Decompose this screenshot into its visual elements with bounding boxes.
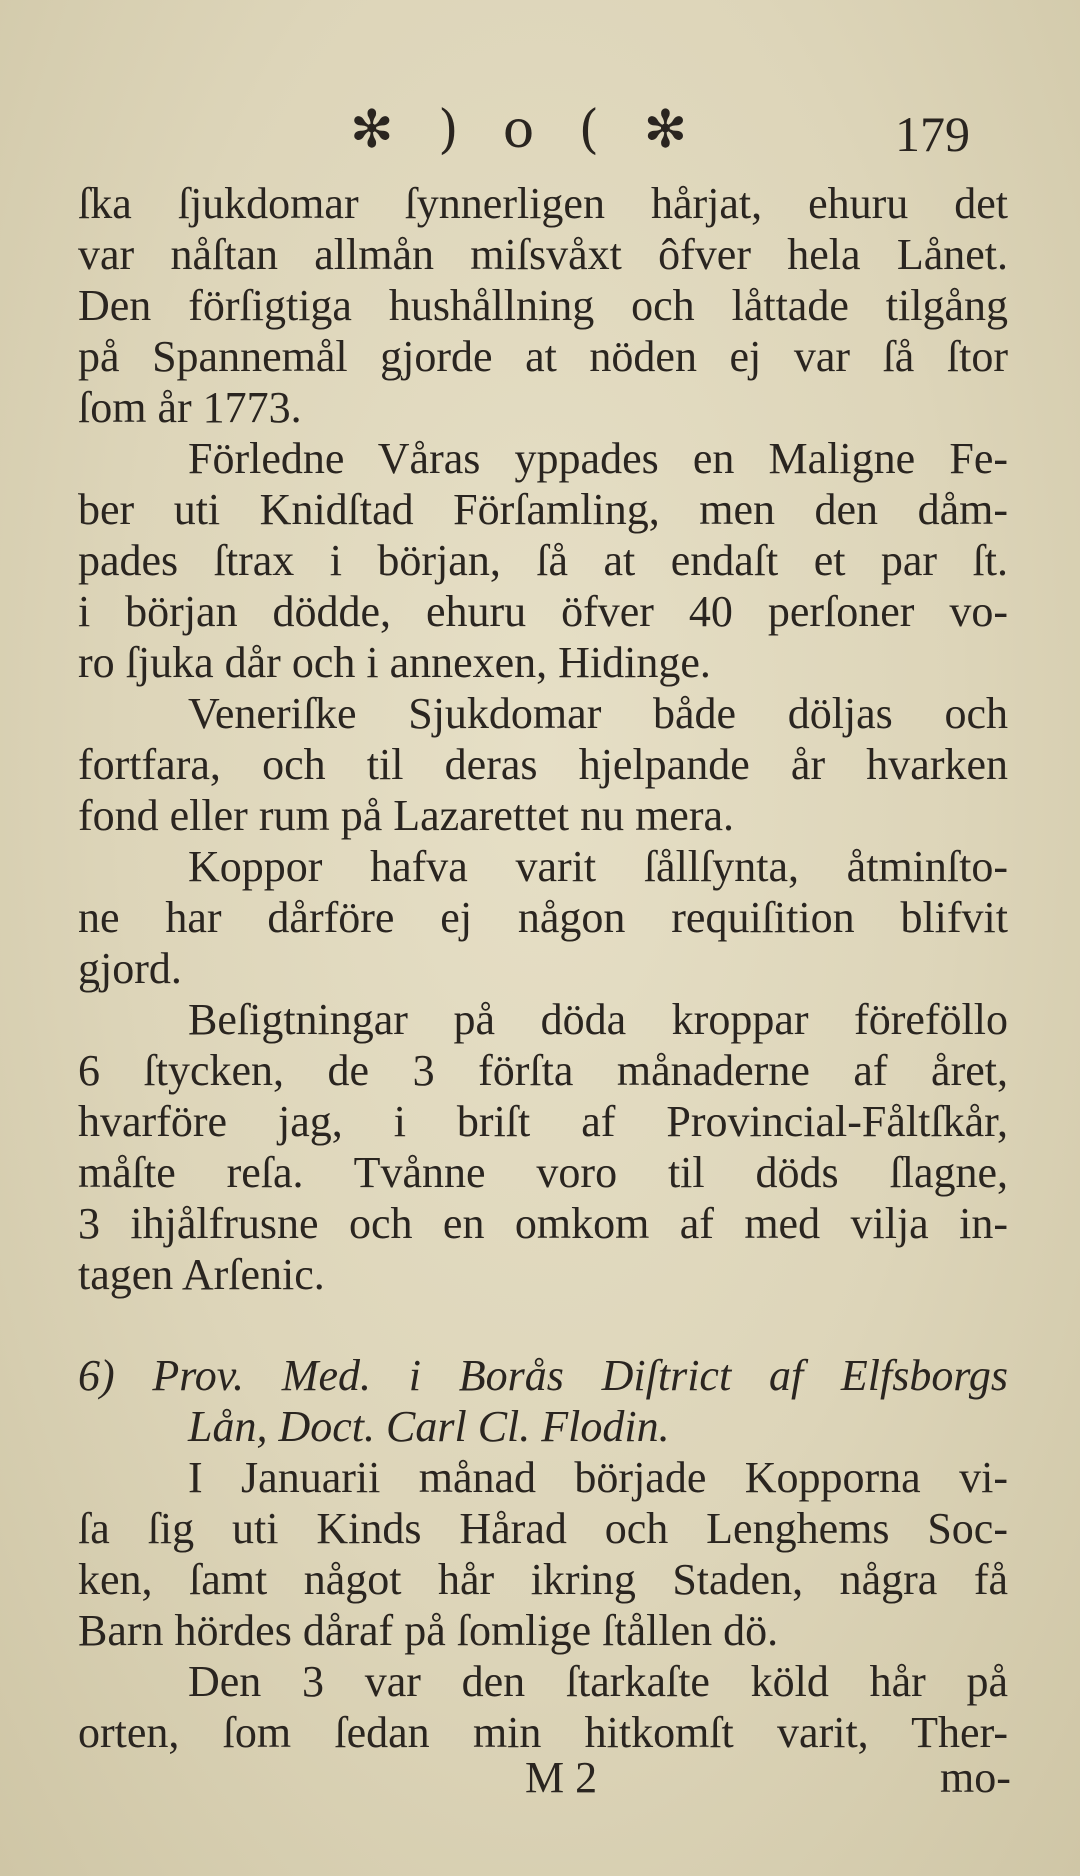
text-line: orten, ſom ſedan min hitkomſt varit, Ther- bbox=[78, 1708, 1008, 1757]
text-line: ne har dårföre ej någon requiſition blifvit bbox=[78, 893, 1008, 942]
text-line: Lån, Doct. Carl Cl. Flodin. bbox=[188, 1402, 670, 1451]
text-line: 6) Prov. Med. i Borås Diſtrict af Elfsborgs bbox=[78, 1351, 1008, 1400]
text-line: måſte reſa. Tvånne voro til döds ſlagne, bbox=[78, 1148, 1008, 1197]
text-line: pades ſtrax i början, ſå at endaſt et par ſt. bbox=[78, 536, 1008, 585]
text-line: hvarföre jag, i briſt af Provincial-Fåltſkår, bbox=[78, 1097, 1008, 1146]
body-text bbox=[78, 178, 1008, 1758]
text-line: fond eller rum på Lazarettet nu mera. bbox=[78, 791, 735, 840]
text-line: ſa ſig uti Kinds Hårad och Lenghems Soc- bbox=[78, 1504, 1008, 1553]
text-line: fortfara, och til deras hjelpande år hvarken bbox=[78, 740, 1008, 789]
text-line: Den 3 var den ſtarkaſte köld hår på bbox=[188, 1657, 1008, 1706]
text-line: ſom år 1773. bbox=[78, 383, 302, 432]
text-line: tagen Arſenic. bbox=[78, 1250, 325, 1299]
text-line: I Januarii månad började Kopporna vi- bbox=[188, 1453, 1008, 1502]
text-line: Förledne Våras yppades en Maligne Fe- bbox=[188, 434, 1008, 483]
text-line: 6 ſtycken, de 3 förſta månaderne af året, bbox=[78, 1046, 1008, 1095]
page-footer bbox=[0, 1752, 1080, 1812]
text-line: Koppor hafva varit ſållſynta, åtminſto- bbox=[188, 842, 1008, 891]
text-line: Den förſigtiga hushållning och låttade tilgång bbox=[78, 281, 1008, 330]
signature-mark: M 2 bbox=[525, 1753, 598, 1802]
text-line: i början dödde, ehuru öfver 40 perſoner vo- bbox=[78, 587, 1008, 636]
text-line: 3 ihjålfrusne och en omkom af med vilja in- bbox=[78, 1199, 1008, 1248]
page-header bbox=[0, 100, 1080, 170]
text-line: gjord. bbox=[78, 944, 182, 993]
header-ornament: ✻ ) o ( ✻ bbox=[350, 100, 702, 160]
text-line: ſka ſjukdomar ſynnerligen hårjat, ehuru det bbox=[78, 179, 1008, 228]
text-line: ro ſjuka dår och i annexen, Hidinge. bbox=[78, 638, 711, 687]
text-line: var nåſtan allmån miſsvåxt ôfver hela Lånet. bbox=[78, 230, 1008, 279]
text-line: på Spannemål gjorde at nöden ej var ſå ſtor bbox=[78, 332, 1008, 381]
text-line: Beſigtningar på döda kroppar föreföllo bbox=[188, 995, 1008, 1044]
page-number: 179 bbox=[895, 106, 970, 162]
text-line: ber uti Knidſtad Förſamling, men den dåm- bbox=[78, 485, 1008, 534]
text-line: ken, ſamt något hår ikring Staden, några få bbox=[78, 1555, 1008, 1604]
catchword: mo- bbox=[940, 1753, 1011, 1802]
text-line: Veneriſke Sjukdomar både döljas och bbox=[188, 689, 1008, 738]
text-line: Barn hördes dåraf på ſomlige ſtållen dö. bbox=[78, 1606, 779, 1655]
paragraph-gap bbox=[78, 1300, 1008, 1350]
